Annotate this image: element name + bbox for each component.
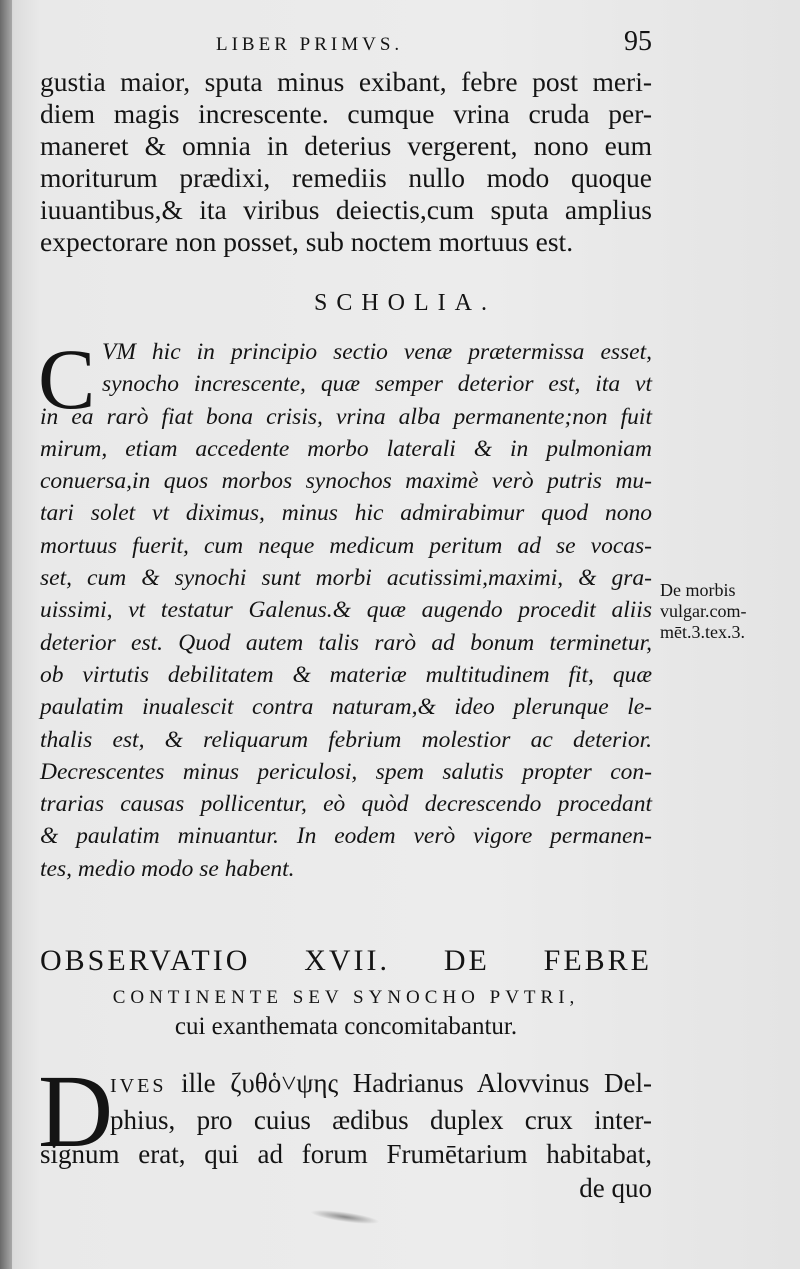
running-title: LIBER PRIMVS. — [216, 34, 404, 55]
observation-text-top — [40, 66, 652, 258]
text-line: ob virtutis debilitatem & materiæ multitudinem fit, quæ — [40, 661, 652, 688]
text-line: maneret & omnia in deterius vergerent, nono eum — [40, 130, 652, 161]
text-line: expectorare non posset, sub noctem mortuus est. — [40, 226, 574, 257]
observation-text-bottom — [40, 1066, 652, 1205]
text-line: mirum, etiam accedente morbo laterali & in pulmoniam — [40, 435, 652, 462]
observation-subtitle-2: cui exanthemata concomitabantur. — [174, 1013, 518, 1040]
text-line: & paulatim minuantur. In eodem verò vigore permanen- — [40, 823, 652, 850]
margin-note-line: mēt.3.tex.3. — [660, 622, 745, 642]
text-line: tari solet vt diximus, minus hic admirabimur quod nono — [40, 500, 652, 527]
text-line: in ea rarò fiat bona crisis, vrina alba permanente;non fuit — [40, 403, 652, 430]
page-number: 95 — [624, 26, 652, 57]
text-line: mortuus fuerit, cum neque medicum peritum ad se vocas- — [40, 532, 652, 559]
text-line: synocho increscente, quæ semper deterior est, ita vt — [102, 371, 652, 398]
catchword: de quo — [579, 1173, 652, 1203]
text-line: tes, medio modo se habent. — [40, 855, 295, 882]
text-line: phius, pro cuius ædibus duplex crux inter- — [110, 1105, 652, 1135]
dropcap-d: D — [38, 1054, 114, 1169]
text-line: gustia maior, sputa minus exibant, febre post meri- — [40, 66, 652, 97]
text-line: thalis est, & reliquarum febrium molestior ac deterior. — [40, 726, 652, 753]
ink-smudge — [310, 1207, 381, 1227]
text-line: paulatim inualescit contra naturam,& ideo plerunque le- — [40, 694, 652, 721]
text-line: Decrescentes minus periculosi, spem salutis propter con- — [40, 758, 652, 785]
margin-note-line: vulgar.com- — [660, 601, 747, 621]
text-line: conuersa,in quos morbos synochos maximè verò putris mu- — [40, 468, 652, 495]
text-line — [40, 1066, 652, 1103]
text-line: uissimi, vt testatur Galenus.& quæ augendo procedit aliis — [40, 597, 652, 624]
text-line: signum erat, qui ad forum Frumētarium habitabat, — [40, 1139, 652, 1169]
smallcaps-word: IVES — [110, 1075, 167, 1097]
text-line: trarias causas pollicentur, eò quòd decrescendo procedant — [40, 791, 652, 818]
text-line: iuuantibus,& ita viribus deiectis,cum sputa amplius — [40, 194, 652, 225]
text-line: VM hic in principio sectio venæ prætermissa esset, — [102, 339, 652, 365]
dropcap-c: C — [38, 331, 96, 427]
running-header — [40, 26, 652, 64]
observation-subtitle: CONTINENTE SEV SYNOCHO PVTRI, — [112, 987, 580, 1008]
text-line-rest: ille ζυθὁ˅ψης Hadrianus Alovvinus Del- — [181, 1068, 653, 1098]
text-line: moriturum prædixi, remediis nullo modo quoque — [40, 162, 652, 193]
text-line: diem magis increscente. cumque vrina cruda per- — [40, 98, 652, 129]
margin-note-line: De morbis — [660, 580, 736, 600]
observation-title: OBSERVATIO XVII. DE FEBRE — [40, 944, 652, 977]
margin-note — [660, 580, 790, 643]
scholia-heading: SCHOLIA. — [313, 290, 496, 316]
text-line: deterior est. Quod autem talis rarò ad bonum terminetur, — [40, 629, 652, 656]
page-gutter-shadow — [0, 0, 12, 1269]
text-line: set, cum & synochi sunt morbi acutissimi,maximi, & gra- — [40, 565, 652, 592]
scholia-text — [38, 331, 652, 885]
